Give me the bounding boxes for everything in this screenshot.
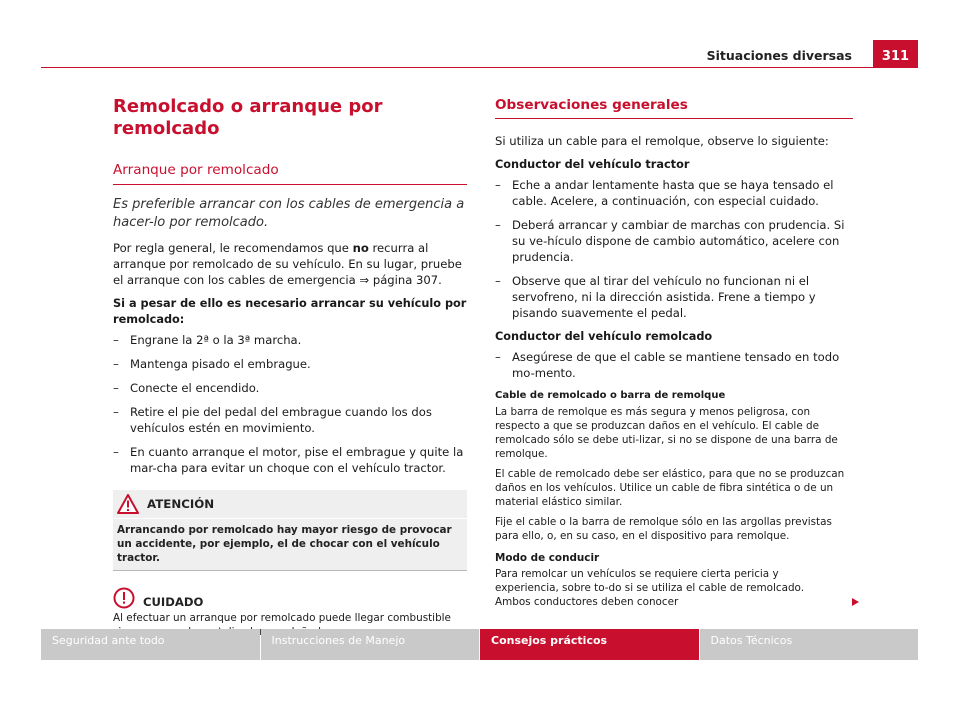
small-paragraph: Para remolcar un vehículos se requiere cierta pericia y experiencia, sobre to-do si se utiliza el cable de remolcado. Ambos conductores deben conocer xyxy=(495,568,805,608)
running-header: Situaciones diversas xyxy=(706,48,852,63)
tab-seguridad[interactable]: Seguridad ante todo xyxy=(41,629,260,660)
warning-triangle-icon xyxy=(117,494,139,514)
small-paragraph: Fije el cable o la barra de remolque sólo en las argollas previstas para ello, o, en su caso, en el dispositivo para remolque. xyxy=(495,516,832,542)
paragraph: Si utiliza un cable para el remolque, observe lo siguiente: xyxy=(495,134,829,148)
paragraph-text: Por regla general, le recomendamos que xyxy=(113,241,353,255)
list-item xyxy=(113,444,467,476)
list-item xyxy=(495,349,853,381)
chapter-title: Remolcado o arranque por remolcado xyxy=(113,96,383,139)
caution-header xyxy=(113,585,467,609)
dash-bullet: – xyxy=(113,445,119,459)
list-item-text: Mantenga pisado el embrague. xyxy=(130,357,311,371)
list-item-text: En cuanto arranque el motor, pise el embrague y quite la mar-cha para evitar un choque con el vehículo tractor. xyxy=(130,445,464,475)
dash-bullet: – xyxy=(113,357,119,371)
warning-title: ATENCIÓN xyxy=(147,497,215,511)
warning-header xyxy=(113,490,467,519)
tab-instrucciones[interactable]: Instrucciones de Manejo xyxy=(261,629,480,660)
small-paragraph: El cable de remolcado debe ser elástico, para que no se produzcan daños en los vehículos. Utilice un cable de fibra sintética o de un material elástico similar. xyxy=(495,468,845,508)
steps-lead: Si a pesar de ello es necesario arrancar su vehículo por remolcado: xyxy=(113,297,467,326)
caution-text: Al efectuar un arranque por remolcado puede llegar combustible xyxy=(113,612,451,624)
caution-title: CUIDADO xyxy=(143,595,204,609)
paragraph xyxy=(113,240,467,288)
steps-list xyxy=(113,332,467,476)
list-item xyxy=(495,177,853,209)
caution-exclamation-icon xyxy=(113,587,135,609)
paragraph-text-cont: recurra al arranque por remolcado de su vehículo. En su lugar, pruebe el arranque con los cables de emergencia ⇒ página 307. xyxy=(113,241,462,287)
list-item-text: Deberá arrancar y cambiar de marchas con prudencia. Si su ve-hículo dispone de cambio automático, acelere con prudencia. xyxy=(512,218,845,264)
header-rule xyxy=(41,67,918,68)
list-item xyxy=(495,217,853,265)
dash-bullet: – xyxy=(495,274,501,288)
list-item-text: Observe que al tirar del vehículo no funcionan ni el servofreno, ni la dirección asistida. Frene a tiempo y pisando suavemente el pedal. xyxy=(512,274,816,320)
paragraph-emphasis: no xyxy=(352,241,369,255)
list-item-text: Eche a andar lentamente hasta que se haya tensado el cable. Acelere, a continuación, con especial cuidado. xyxy=(512,178,834,208)
list-item-text: Conecte el encendido. xyxy=(130,381,260,395)
list-item xyxy=(113,356,467,372)
continue-arrow-icon xyxy=(852,598,859,606)
small-heading: Cable de remolcado o barra de remolque xyxy=(495,390,726,401)
section-subtitle: Arranque por remolcado xyxy=(113,162,467,185)
list-item-text: Engrane la 2ª o la 3ª marcha. xyxy=(130,333,302,347)
list-item-text: Retire el pie del pedal del embrague cuando los dos vehículos estén en movimiento. xyxy=(130,405,432,435)
subsection-heading: Conductor del vehículo tractor xyxy=(495,158,690,171)
list-item xyxy=(113,332,467,348)
warning-text: Arrancando por remolcado hay mayor riesgo de provocar un accidente, por ejemplo, el de chocar con el vehículo tractor. xyxy=(117,524,452,564)
section-title: Observaciones generales xyxy=(495,96,853,119)
right-column xyxy=(495,96,853,609)
warning-box xyxy=(113,490,467,571)
tab-consejos[interactable]: Consejos prácticos xyxy=(480,629,699,660)
tractor-steps-list xyxy=(495,177,853,321)
list-item xyxy=(495,273,853,321)
left-column xyxy=(113,96,467,639)
list-item xyxy=(113,404,467,436)
dash-bullet: – xyxy=(113,405,119,419)
dash-bullet: – xyxy=(495,350,501,364)
intro-text: Es preferible arrancar con los cables de emergencia a hacer-lo por remolcado. xyxy=(113,197,465,230)
subsection-heading: Conductor del vehículo remolcado xyxy=(495,330,713,343)
page-number: 311 xyxy=(873,40,918,67)
towed-steps-list xyxy=(495,349,853,381)
dash-bullet: – xyxy=(495,178,501,192)
dash-bullet: – xyxy=(113,333,119,347)
tab-datos-tecnicos[interactable]: Datos Técnicos xyxy=(700,629,919,660)
continued-paragraph-wrap xyxy=(495,567,853,609)
small-paragraph: La barra de remolque es más segura y menos peligrosa, con respecto a que se produzcan daños en el vehículo. El cable de remolcado sólo se debe uti-lizar, si no se dispone de una barra de remolque. xyxy=(495,406,838,460)
footer-nav xyxy=(41,629,918,660)
list-item-text: Asegúrese de que el cable se mantiene tensado en todo mo-mento. xyxy=(512,350,840,380)
dash-bullet: – xyxy=(495,218,501,232)
dash-bullet: – xyxy=(113,381,119,395)
small-heading: Modo de conducir xyxy=(495,552,600,564)
list-item xyxy=(113,380,467,396)
